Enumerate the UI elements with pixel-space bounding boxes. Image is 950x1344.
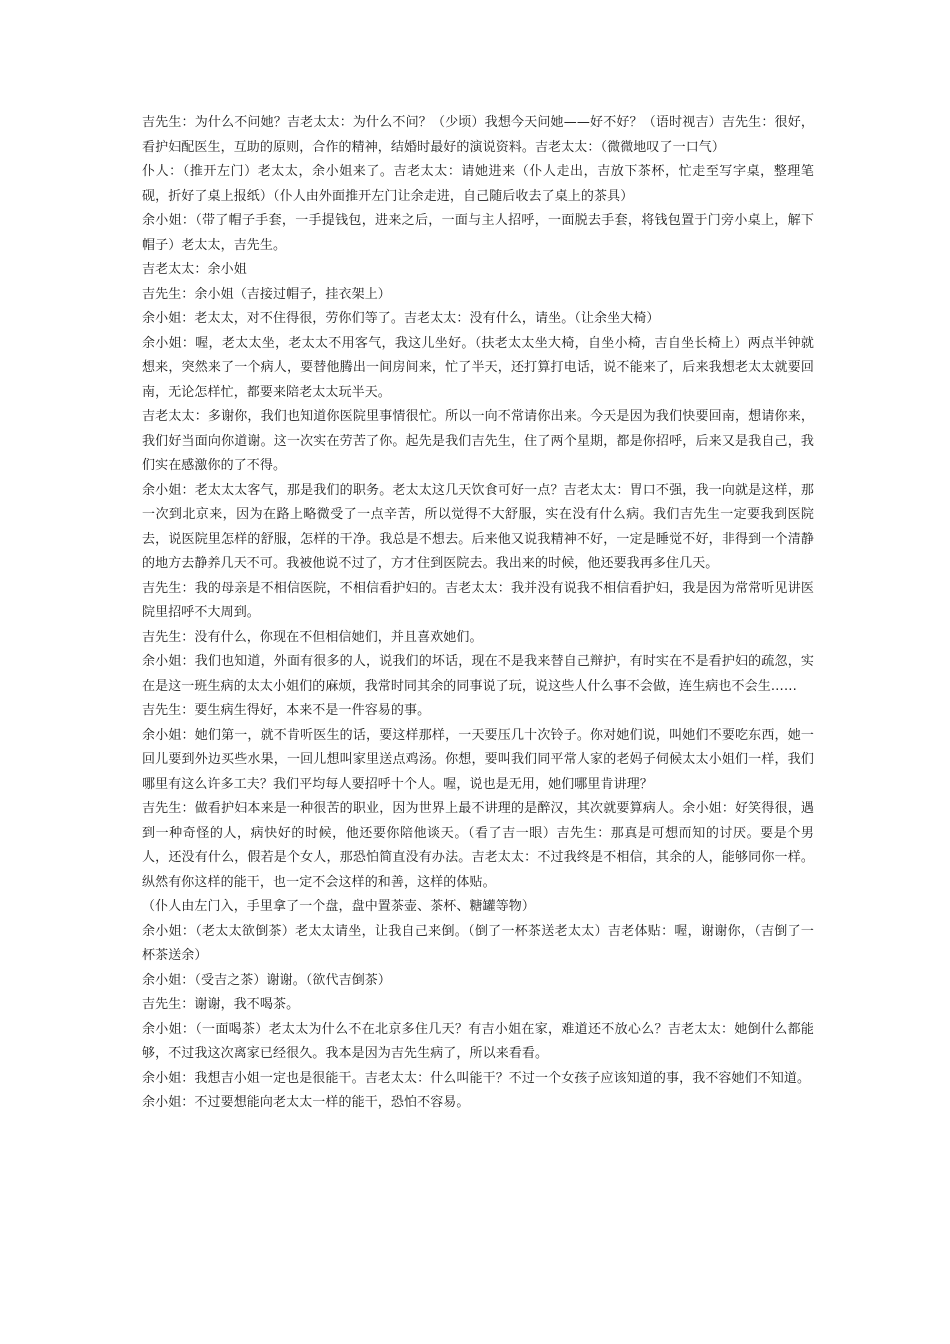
paragraph-18: 余小姐：（受吉之茶）谢谢。（欲代吉倒茶） xyxy=(142,972,392,988)
paragraph-14: 余小姐：她们第一，就不肯听医生的话，要这样那样，一天要压几十次铃子。你对她们说，叫她们不要吃东西，她一回儿要到外边买些水果，一回儿想叫家里送点鸡汤。你想，要叫我们同平常人家的老妈子伺候太太小姐们一样，我们哪里有这么许多工夫？我们平均每人要招呼十个人。喔，说也是无用，她们哪里肯讲理？ xyxy=(142,727,814,792)
paragraph-12: 余小姐：我们也知道，外面有很多的人，说我们的坏话，现在不是我来替自己辩护，有时实在不是看护妇的疏忽，实在是这一班生病的太太小姐们的麻烦，我常时同其余的同事说了玩，说这些人什么事不会做，连生病也不会生…… xyxy=(142,654,814,694)
paragraph-22: 余小姐：不过要想能向老太太一样的能干，恐怕不容易。 xyxy=(142,1095,470,1110)
paragraph-20: 余小姐：（一面喝茶）老太太为什么不在北京多住几天？有吉小姐在家，难道还不放心么？吉老太太：她倒什么都能够，不过我这次离家已经很久。我本是因为吉先生病了，所以来看看。 xyxy=(142,1021,814,1061)
paragraph-10: 吉先生：我的母亲是不相信医院，不相信看护妇的。吉老太太：我并没有说我不相信看护妇，我是因为常常听见讲医院里招呼不大周到。 xyxy=(142,580,814,620)
paragraph-8: 吉老太太：多谢你，我们也知道你医院里事情很忙。所以一向不常请你出来。今天是因为我们快要回南，想请你来，我们好当面向你道谢。这一次实在劳苦了你。起先是我们吉先生，住了两个星期，都是你招呼，后来又是我自己，我们实在感激你的了不得。 xyxy=(142,409,814,473)
paragraph-21: 余小姐：我想吉小姐一定也是很能干。吉老太太：什么叫能干？不过一个女孩子应该知道的事，我不容她们不知道。 xyxy=(142,1070,811,1086)
paragraph-4: 吉老太太：余小姐 xyxy=(142,262,247,277)
paragraph-1: 吉先生：为什么不问她？吉老太太：为什么不问？（少顷）我想今天问她——好不好？（语时视吉）吉先生：很好，看护妇配医生，互助的原则，合作的精神，结婚时最好的演说资料。吉老太太：（微微地叹了一口气） xyxy=(142,115,814,155)
paragraph-16: （仆人由左门入，手里拿了一个盘，盘中置茶壶、茶杯、糖罐等物） xyxy=(142,899,536,914)
paragraph-13: 吉先生：要生病生得好，本来不是一件容易的事。 xyxy=(142,703,431,718)
paragraph-17: 余小姐：（老太太欲倒茶）老太太请坐，让我自己来倒。（倒了一杯茶送老太太）吉老体贴：喔，谢谢你，（吉倒了一杯茶送余） xyxy=(142,923,814,963)
paragraph-9: 余小姐：老太太太客气，那是我们的职务。老太太这几天饮食可好一点？吉老太太：胃口不强，我一向就是这样，那一次到北京来，因为在路上略微受了一点辛苦，所以觉得不大舒服，实在没有什么病。我们吉先生一定要我到医院去，说医院里怎样的舒服，怎样的干净。我总是不想去。后来他又说我精神不好，一定是睡觉不好，非得到一个清静的地方去静养几天不可。我被他说不过了，方才住到医院去。我出来的时候，他还要我再多住几天。 xyxy=(142,482,814,571)
paragraph-7: 余小姐：喔，老太太坐，老太太不用客气，我这儿坐好。（扶老太太坐大椅，自坐小椅，吉自坐长椅上）两点半钟就想来，突然来了一个病人，要替他腾出一间房间来，忙了半天，还打算打电话，说不能来了，后来我想老太太就要回南，无论怎样忙，都要来陪老太太玩半天。 xyxy=(142,335,814,400)
paragraph-6: 余小姐：老太太，对不住得很，劳你们等了。吉老太太：没有什么，请坐。（让余坐大椅） xyxy=(142,311,660,326)
paragraph-15: 吉先生：做看护妇本来是一种很苦的职业，因为世界上最不讲理的是醉汉，其次就要算病人。余小姐：好笑得很，遇到一种奇怪的人，病快好的时候，他还要你陪他谈天。（看了吉一眼）吉先生：那真是可想而知的讨厌。要是个男人，还没有什么，假若是个女人，那恐怕简直没有办法。吉老太太：不过我终是不相信，其余的人，能够同你一样。纵然有你这样的能干，也一定不会这样的和善，这样的体贴。 xyxy=(142,801,814,890)
paragraph-2: 仆人：（推开左门）老太太，余小姐来了。吉老太太：请她进来（仆人走出，吉放下茶杯，忙走至写字桌，整理笔砚，折好了桌上报纸）（仆人由外面推开左门让余走进，自己随后收去了桌上的茶具） xyxy=(142,164,814,204)
paragraph-5: 吉先生：余小姐（吉接过帽子，挂衣架上） xyxy=(142,286,391,302)
paragraph-11: 吉先生：没有什么，你现在不但相信她们，并且喜欢她们。 xyxy=(142,629,483,645)
paragraph-3: 余小姐：（带了帽子手套，一手提钱包，进来之后，一面与主人招呼，一面脱去手套，将钱包置于门旁小桌上，解下帽子）老太太，吉先生。 xyxy=(142,213,814,253)
document-body xyxy=(142,111,814,1116)
paragraph-19: 吉先生：谢谢，我不喝茶。 xyxy=(142,997,300,1012)
